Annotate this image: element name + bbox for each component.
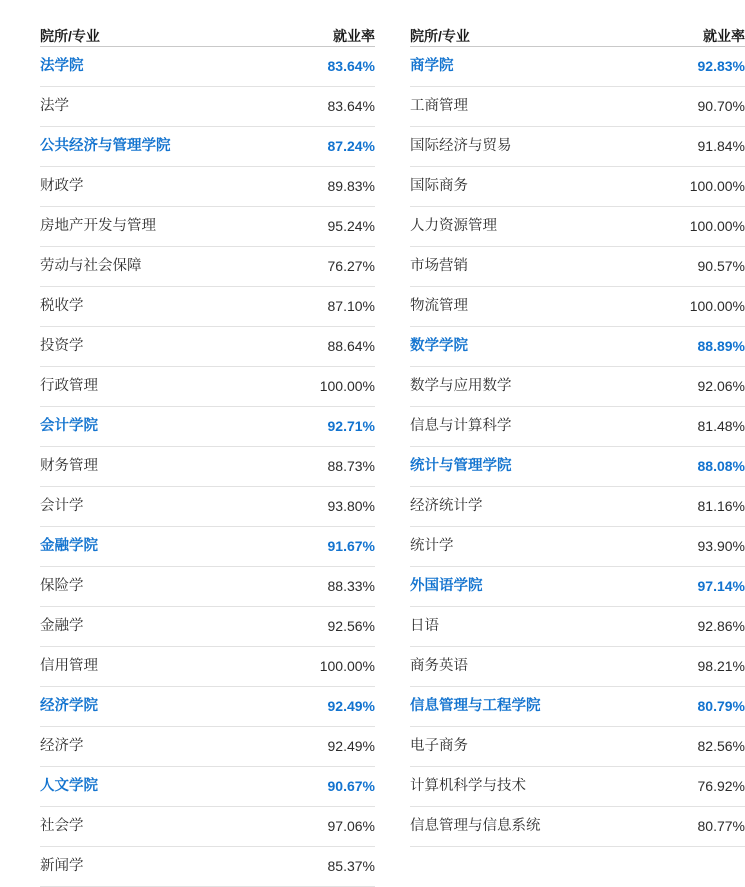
employment-rate-value: 98.21% xyxy=(578,647,745,687)
table-row xyxy=(410,447,745,487)
employment-rate-value: 92.06% xyxy=(578,367,745,407)
column-header-rate: 就业率 xyxy=(578,26,745,47)
major-name: 保险学 xyxy=(40,567,208,607)
major-name: 电子商务 xyxy=(410,727,578,767)
employment-rate-value: 100.00% xyxy=(578,207,745,247)
table-row xyxy=(40,647,375,687)
major-name: 统计学 xyxy=(410,527,578,567)
table-row xyxy=(410,327,745,367)
school-name: 数学学院 xyxy=(410,327,578,367)
employment-rate-value: 90.67% xyxy=(208,767,376,807)
table-row xyxy=(410,647,745,687)
employment-rate-value: 91.67% xyxy=(208,527,376,567)
table-row xyxy=(40,847,375,887)
major-name: 税收学 xyxy=(40,287,208,327)
employment-rate-value: 97.06% xyxy=(208,807,376,847)
table-row xyxy=(40,327,375,367)
major-name: 市场营销 xyxy=(410,247,578,287)
employment-rate-value: 76.92% xyxy=(578,767,745,807)
major-name: 行政管理 xyxy=(40,367,208,407)
table-row xyxy=(40,47,375,87)
school-name: 金融学院 xyxy=(40,527,208,567)
major-name: 新闻学 xyxy=(40,847,208,887)
table-row xyxy=(410,687,745,727)
major-name: 信息与计算科学 xyxy=(410,407,578,447)
table-header-row-left xyxy=(40,26,375,47)
table-row xyxy=(410,287,745,327)
employment-rate-value: 92.86% xyxy=(578,607,745,647)
major-name: 物流管理 xyxy=(410,287,578,327)
employment-rate-value: 80.79% xyxy=(578,687,745,727)
employment-rate-value: 81.16% xyxy=(578,487,745,527)
column-header-name: 院所/专业 xyxy=(410,26,578,47)
employment-rate-value: 92.49% xyxy=(208,687,376,727)
column-header-name: 院所/专业 xyxy=(40,26,208,47)
employment-rate-value: 83.64% xyxy=(208,87,376,127)
major-name: 财政学 xyxy=(40,167,208,207)
table-row xyxy=(410,407,745,447)
major-name: 投资学 xyxy=(40,327,208,367)
employment-rate-value: 92.56% xyxy=(208,607,376,647)
employment-rate-value: 95.24% xyxy=(208,207,376,247)
table-header-row-right xyxy=(410,26,745,47)
table-row xyxy=(40,87,375,127)
table-row xyxy=(410,207,745,247)
employment-rate-value: 89.83% xyxy=(208,167,376,207)
major-name: 数学与应用数学 xyxy=(410,367,578,407)
table-row xyxy=(410,87,745,127)
table-row xyxy=(40,447,375,487)
left-column xyxy=(40,26,375,641)
employment-rate-value: 92.71% xyxy=(208,407,376,447)
table-row xyxy=(410,727,745,767)
employment-rate-value: 80.77% xyxy=(578,807,745,847)
employment-rate-value: 91.84% xyxy=(578,127,745,167)
table-row xyxy=(40,687,375,727)
employment-rate-value: 100.00% xyxy=(208,647,376,687)
table-row xyxy=(40,407,375,447)
major-name: 社会学 xyxy=(40,807,208,847)
employment-rate-value: 83.64% xyxy=(208,47,376,87)
employment-rate-value: 87.10% xyxy=(208,287,376,327)
table-row xyxy=(40,567,375,607)
employment-rate-value: 88.73% xyxy=(208,447,376,487)
employment-rate-value: 93.80% xyxy=(208,487,376,527)
major-name: 房地产开发与管理 xyxy=(40,207,208,247)
major-name: 经济统计学 xyxy=(410,487,578,527)
table-row xyxy=(410,127,745,167)
major-name: 劳动与社会保障 xyxy=(40,247,208,287)
school-name: 信息管理与工程学院 xyxy=(410,687,578,727)
table-row xyxy=(410,767,745,807)
school-name: 法学院 xyxy=(40,47,208,87)
major-name: 法学 xyxy=(40,87,208,127)
employment-rate-value: 100.00% xyxy=(578,287,745,327)
employment-rate-value: 90.70% xyxy=(578,87,745,127)
major-name: 会计学 xyxy=(40,487,208,527)
employment-rate-value: 88.64% xyxy=(208,327,376,367)
column-header-rate: 就业率 xyxy=(208,26,376,47)
employment-rate-value: 76.27% xyxy=(208,247,376,287)
major-name: 信息管理与信息系统 xyxy=(410,807,578,847)
table-row xyxy=(40,487,375,527)
employment-rate-value: 90.57% xyxy=(578,247,745,287)
table-row xyxy=(410,247,745,287)
employment-rate-value: 97.14% xyxy=(578,567,745,607)
table-row xyxy=(410,47,745,87)
right-column xyxy=(410,26,745,641)
major-name: 商务英语 xyxy=(410,647,578,687)
table-row xyxy=(40,767,375,807)
table-row xyxy=(40,167,375,207)
employment-rate-value: 92.83% xyxy=(578,47,745,87)
table-row xyxy=(40,207,375,247)
major-name: 金融学 xyxy=(40,607,208,647)
employment-rate-value: 88.33% xyxy=(208,567,376,607)
table-body-left xyxy=(40,47,375,887)
school-name: 商学院 xyxy=(410,47,578,87)
major-name: 国际经济与贸易 xyxy=(410,127,578,167)
school-name: 会计学院 xyxy=(40,407,208,447)
school-name: 公共经济与管理学院 xyxy=(40,127,208,167)
major-name: 财务管理 xyxy=(40,447,208,487)
table-row xyxy=(40,287,375,327)
employment-rate-value: 85.37% xyxy=(208,847,376,887)
employment-rate-value: 88.89% xyxy=(578,327,745,367)
major-name: 计算机科学与技术 xyxy=(410,767,578,807)
employment-rate-value: 100.00% xyxy=(208,367,376,407)
table-row xyxy=(40,727,375,767)
table-row xyxy=(410,807,745,847)
table-row xyxy=(410,567,745,607)
employment-table-left xyxy=(40,26,375,887)
employment-rate-value: 81.48% xyxy=(578,407,745,447)
employment-rate-value: 92.49% xyxy=(208,727,376,767)
employment-rate-value: 93.90% xyxy=(578,527,745,567)
table-row xyxy=(410,527,745,567)
major-name: 工商管理 xyxy=(410,87,578,127)
table-row xyxy=(410,367,745,407)
school-name: 人文学院 xyxy=(40,767,208,807)
school-name: 统计与管理学院 xyxy=(410,447,578,487)
table-row xyxy=(40,127,375,167)
employment-rate-value: 87.24% xyxy=(208,127,376,167)
major-name: 信用管理 xyxy=(40,647,208,687)
table-row xyxy=(40,807,375,847)
major-name: 经济学 xyxy=(40,727,208,767)
table-row xyxy=(410,167,745,207)
major-name: 人力资源管理 xyxy=(410,207,578,247)
employment-rate-value: 100.00% xyxy=(578,167,745,207)
major-name: 日语 xyxy=(410,607,578,647)
table-row xyxy=(40,367,375,407)
major-name: 国际商务 xyxy=(410,167,578,207)
school-name: 经济学院 xyxy=(40,687,208,727)
employment-rate-value: 88.08% xyxy=(578,447,745,487)
table-row xyxy=(410,487,745,527)
table-body-right xyxy=(410,47,745,847)
employment-rate-value: 82.56% xyxy=(578,727,745,767)
employment-table-right xyxy=(410,26,745,847)
school-name: 外国语学院 xyxy=(410,567,578,607)
table-row xyxy=(40,247,375,287)
table-row xyxy=(40,527,375,567)
